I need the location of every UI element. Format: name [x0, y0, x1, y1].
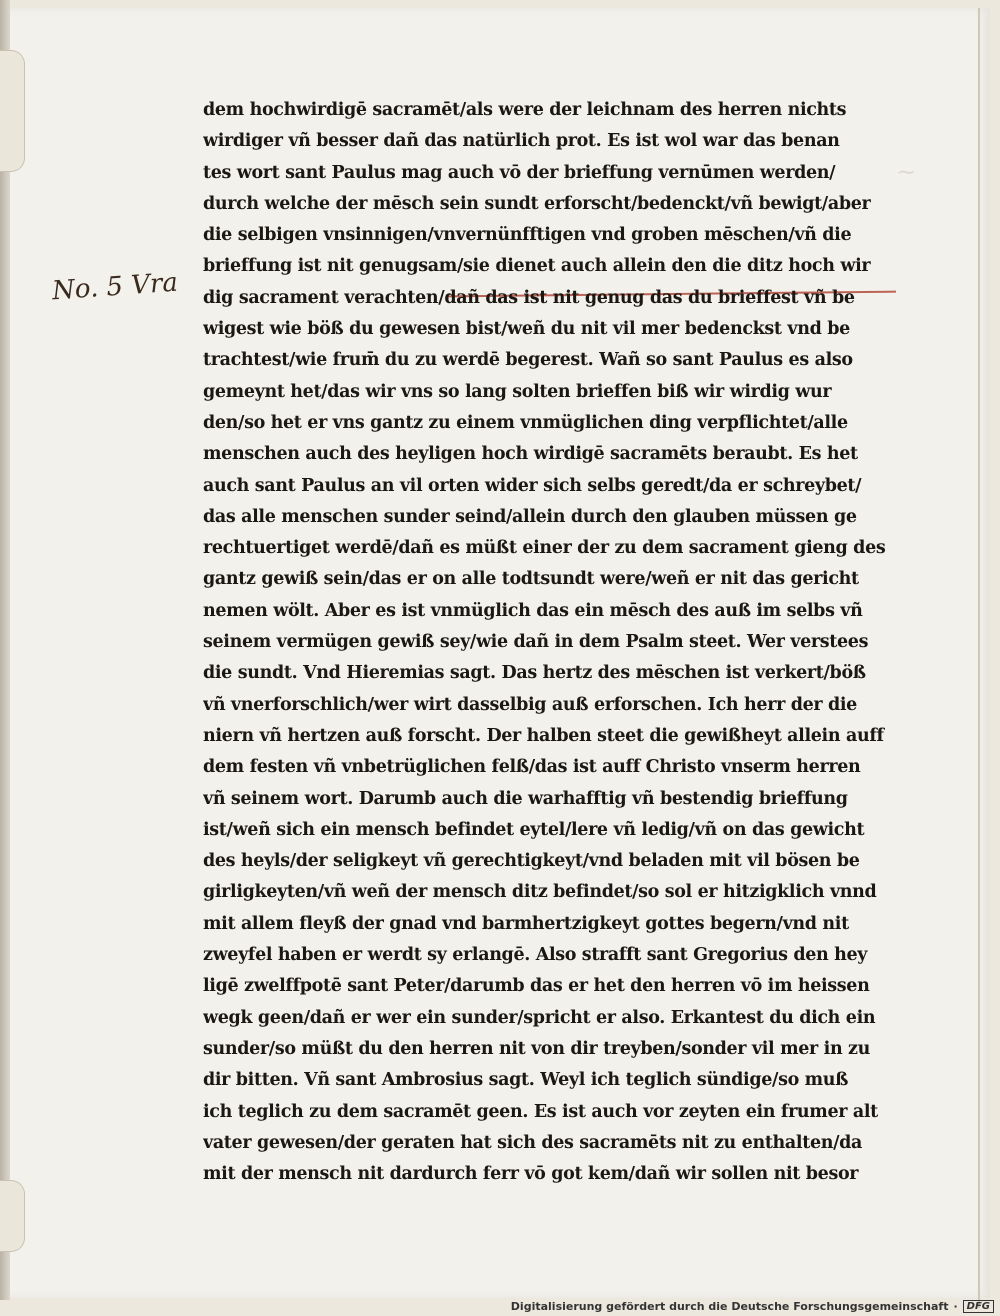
text-line: brieffung ist nit genugsam/sie dienet auch allein den die ditz hoch wir	[203, 256, 871, 277]
text-line: ligē zwelffpotē sant Peter/darumb das er het den herren vō im heissen	[203, 976, 870, 997]
footer-text: Digitalisierung gefördert durch die Deutsche Forschungsgemeinschaft	[510, 1300, 949, 1313]
text-line: ist/weñ sich ein mensch befindet eytel/lere vñ ledig/vñ on das gewicht	[203, 819, 865, 840]
text-line: wirdiger vñ besser dañ das natürlich prot. Es ist wol war das benan	[203, 131, 840, 152]
text-line: girligkeyten/vñ weñ der mensch ditz befindet/so sol er hitzigklich vnnd	[203, 882, 877, 903]
text-line: ich teglich zu dem sacramēt geen. Es ist auch vor zeyten ein frumer alt	[203, 1101, 878, 1122]
text-line: mit allem fleyß der gnad vnd barmhertzigkeyt gottes begern/vnd nit	[203, 913, 849, 934]
printed-text-block	[203, 95, 903, 1190]
text-line: gemeynt het/das wir vns so lang solten brieffen biß wir wirdig wur	[203, 381, 832, 402]
text-line: dem festen vñ vnbetrüglichen felß/das ist auff Christo vnserm herren	[203, 757, 861, 778]
text-line: menschen auch des heyligen hoch wirdigē sacramēts beraubt. Es het	[203, 444, 858, 465]
text-line: das alle menschen sunder seind/allein durch den glauben müssen ge	[203, 506, 857, 527]
text-line: seinem vermügen gewiß sey/wie dañ in dem Psalm steet. Wer verstees	[203, 632, 869, 653]
text-line: trachtest/wie frum̄ du zu werdē begerest. Wañ so sant Paulus es also	[203, 350, 853, 371]
text-line: dem hochwirdigē sacramēt/als were der leichnam des herren nichts	[203, 100, 847, 120]
text-line: vñ vnerforschlich/wer wirt dasselbig auß erforschen. Ich herr der die	[203, 694, 857, 715]
text-line: zweyfel haben er werdt sy erlangē. Also strafft sant Gregorius den hey	[203, 945, 868, 966]
footer-credit	[511, 1300, 994, 1313]
text-line: dir bitten. Vñ sant Ambrosius sagt. Weyl ich teglich sündige/so muß	[203, 1070, 849, 1091]
bleed-through-text: ~	[896, 158, 917, 186]
text-line: mit der mensch nit dardurch ferr vō got kem/dañ wir sollen nit besor	[203, 1164, 859, 1185]
text-line: nemen wölt. Aber es ist vnmüglich das ein mēsch des auß im selbs vñ	[203, 600, 863, 621]
dfg-logo: DFG	[963, 1300, 994, 1313]
text-line: rechtuertiget werdē/dañ es müßt einer der zu dem sacrament gieng des	[203, 538, 886, 559]
page-tab-top	[0, 50, 25, 172]
text-line: wegk geen/dañ er wer ein sunder/spricht er also. Erkantest du dich ein	[203, 1007, 876, 1028]
footer-separator: ·	[953, 1300, 958, 1313]
text-line: die selbigen vnsinnigen/vnvernünfftigen vnd groben mēschen/vñ die	[203, 225, 852, 246]
page-tab-bottom	[0, 1180, 25, 1252]
text-line: niern vñ hertzen auß forscht. Der halben steet die gewißheyt allein auff	[203, 725, 884, 746]
text-line: gantz gewiß sein/das er on alle todtsundt were/weñ er nit das gericht	[203, 569, 859, 590]
text-line: durch welche der mēsch sein sundt erforscht/bedenckt/vñ bewigt/aber	[203, 193, 871, 214]
handwritten-margin-note: No. 5 Vra	[51, 267, 179, 307]
text-line: auch sant Paulus an vil orten wider sich selbs geredt/da er schreybet/	[203, 475, 862, 496]
text-line: tes wort sant Paulus mag auch vō der brieffung vernūmen werden/	[203, 162, 836, 183]
text-line: vñ seinem wort. Darumb auch die warhafftig vñ bestendig brieffung	[203, 788, 848, 809]
binding-edge	[0, 0, 10, 1300]
page-fold-line	[978, 8, 980, 1308]
text-line: sunder/so müßt du den herren nit von dir treyben/sonder vil mer in zu	[203, 1038, 871, 1059]
text-line: den/so het er vns gantz zu einem vnmüglichen ding verpflichtet/alle	[203, 412, 848, 433]
text-line: dig sacrament verachten/dañ das ist nit genug das du brieffest vñ be	[203, 287, 855, 308]
text-line: wigest wie böß du gewesen bist/weñ du nit vil mer bedenckst vnd be	[203, 319, 850, 340]
text-line: vater gewesen/der geraten hat sich des sacramēts nit zu enthalten/da	[203, 1132, 863, 1153]
text-line: die sundt. Vnd Hieremias sagt. Das hertz des mēschen ist verkert/böß	[203, 663, 866, 684]
text-line: des heyls/der seligkeyt vñ gerechtigkeyt/vnd beladen mit vil bösen be	[203, 851, 860, 872]
